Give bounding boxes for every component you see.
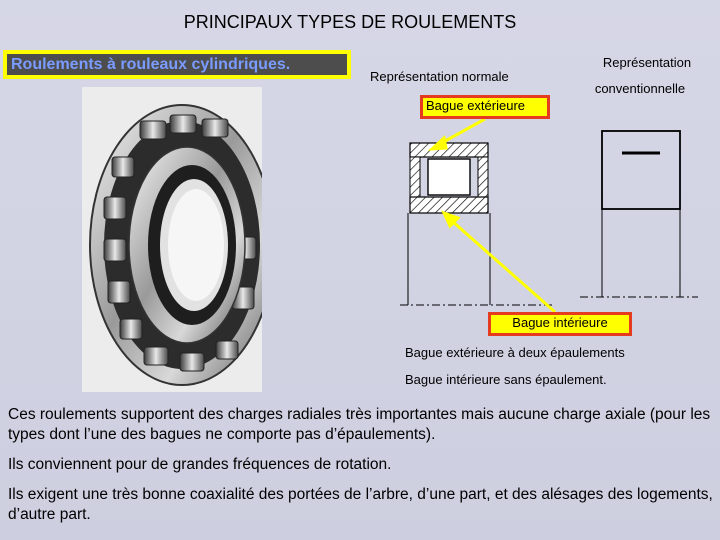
outer-ring-callout: Bague extérieure [420,95,550,119]
note-inner-ring: Bague intérieure sans épaulement. [405,372,607,387]
bearing-photo [82,87,262,392]
conventional-symbol-box [602,131,680,209]
conventional-representation-label-line1: Représentation [602,55,692,70]
page-title: PRINCIPAUX TYPES DE ROULEMENTS [183,12,517,32]
paragraph-charges: Ces roulements supportent des charges radiales très importantes mais aucune charge axiale (pour les types dont l’une des bagues ne comporte pas d’épaulements). [8,406,711,443]
roller-section [428,159,470,195]
inner-ring-callout: Bague intérieure [488,312,632,336]
paragraph-coaxiality: Ils exigent une très bonne coaxialité des portées de l’arbre, d’une part, et des alésages des logements, d’autre part. [8,486,713,523]
inner-ring-section [410,197,488,213]
conventional-representation-label-line2: conventionnelle [594,81,686,96]
paragraph-frequencies: Ils conviennent pour de grandes fréquences de rotation. [8,456,392,473]
bearing-type-label: Roulements à rouleaux cylindriques. [3,50,351,79]
outer-ring-section [410,143,488,157]
note-outer-ring: Bague extérieure à deux épaulements [405,345,625,360]
normal-representation-label: Représentation normale [370,69,509,84]
bearing-technical-drawing [380,115,720,345]
